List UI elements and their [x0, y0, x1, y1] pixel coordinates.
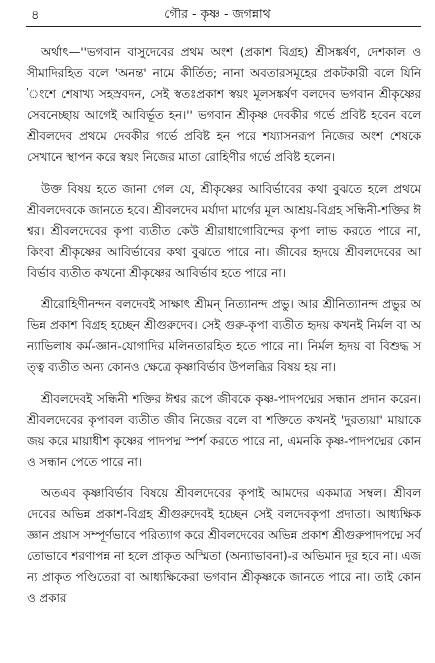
running-header: গৌর - কৃষ্ণ - জগন্নাথ — [164, 6, 271, 21]
paragraph: শ্রীরোহিণীনন্দন বলদেবই সাক্ষাৎ শ্রীমন্ নিত্যানন্দ প্রভু। আর শ্রীনিত্যানন্দ প্রভুর অভিন্ন প্রকাশ বিগ্রহ হচ্ছেন শ্রীগুরুদেব। সেই গুরু-কৃপা ব্যতীত হৃদয় কখনই নির্মল বা অন্যাভিলাষ কর্ম-জ্ঞান-যোগাদির মলিনতারহিত হতে পারে না। নির্মল হৃদয় বা বিশুদ্ধ সত্ত্ব ব্যতীত অন্য কোনও ক্ষেত্রে কৃষ্ণাবির্ভাব উপলব্ধির বিষয় হয় না। — [27, 297, 421, 374]
page-number: ৪ — [31, 8, 40, 23]
page-body — [27, 42, 421, 620]
paragraph: অর্থাৎ—''ভগবান বাসুদেবের প্রথম অংশ (প্রকাশ বিগ্রহ) শ্রীসঙ্কর্ষণ, দেশকাল ও সীমাদিরহিত বলে 'অনন্ত' নামে কীর্তিত; নানা অবতারসমূহের প্রকটকারী বলে যিনি 'ংশে শেষাখ্য সহস্রবদন, সেই স্বতঃপ্রকাশ স্বয়ং মূলসঙ্কর্ষণ বলদেব ভগবান শ্রীকৃষ্ণের সেবনেচ্ছায় আগেই আবির্ভূত হন।'' ভগবান শ্রীকৃষ্ণ দেবকীর গর্ভে প্রবিষ্ট হবেন বলে শ্রীবলদেব প্রথমে দেবকীর গর্ভে প্রবিষ্ট হন পরে শয্যাসনরূপ নিজের অংশ শেষকে সেখানে স্থাপন করে স্বয়ং নিজের মাতা রোহিণীর গর্ভে প্রবিষ্ট হলেন। — [27, 45, 421, 164]
paragraph: অতএব কৃষ্ণাবির্ভাব বিষয়ে শ্রীবলদেবের কৃপাই আমদের একমাত্র সম্বল। শ্রীবলদেবের অভিন্ন প্রকাশ-বিগ্রহ শ্রীগুরুদেবই হচ্ছেন সেই বলদেবকৃপা প্রদাতা। আধ্যক্ষিক জ্ঞান প্রয়াস সম্পূর্ণভাবে পরিত্যাগ করে শ্রীবলদেবের অভিন্ন প্রকাশ শ্রীগুরুপাদপদ্মে সর্বতোভাবে শরণাপন্ন না হলে প্রাকৃত অস্মিতা (অন্যাভাবনা)-র অভিমান দূর হবে না। এজন্য প্রাকৃত পণ্ডিতেরা বা আধ্যক্ষিকেরা ভগবান শ্রীকৃষ্ণকে জানতে পারে না। তাই কোনও প্রকার — [27, 486, 421, 605]
paragraph: উক্ত বিষয় হতে জানা গেল যে, শ্রীকৃষ্ণের আবির্ভাবের কথা বুঝতে হলে প্রথমে শ্রীবলদেবকে জানতে হবে। শ্রীবলদেব মর্যাদা মার্গের মূল আশ্রয়-বিগ্রহ সন্ধিনী-শক্তির ঈশ্বর। শ্রীবলদেবের কৃপা ব্যতীত কেউ শ্রীরাধাগোবিন্দের কৃপা লাভ করতে পারে না, কিংবা শ্রীকৃষ্ণের আবির্ভাবের কথা বুঝতে পারে না। জীবের হৃদয়ে শ্রীবলদেবের আবির্ভাব ব্যতীত কখনো শ্রীকৃষ্ণের আবির্ভাব হতে পারে না। — [27, 181, 421, 280]
header-rule — [26, 26, 421, 27]
paragraph: শ্রীবলদেবই সন্ধিনী শক্তির ঈশ্বর রূপে জীবকে কৃষ্ণ-পাদপদ্মের সন্ধান প্রদান করেন। শ্রীবলদেবের কৃপাবল ব্যতীত জীব নিজের বলে বা শক্তিতে কখনই 'দুরত্যয়া' মায়াকে জয় করে মায়াধীশ কৃষ্ণের পাদপদ্ম স্পর্শ করতে পারে না, এমনকি কৃষ্ণ-পাদপদ্মের কোনও সন্ধান পেতে পারে না। — [27, 391, 421, 469]
